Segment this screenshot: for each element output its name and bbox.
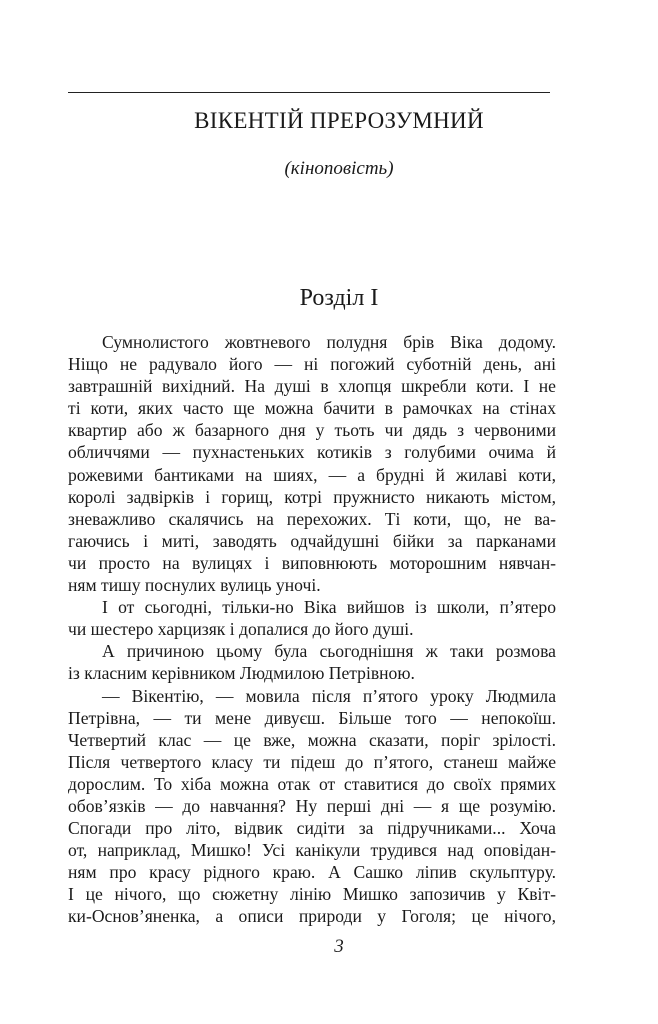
text-line: рожевими бантиками на шиях, — а брудні й жилаві коти, <box>68 464 556 485</box>
text-line: от, наприклад, Мишко! Усі канікули трудився над оповідан- <box>68 840 556 861</box>
text-line: дорослим. То хіба можна отак от ставитися до своїх прямих <box>68 773 556 794</box>
text-line: Ніщо не радувало його — ні погожий суботній день, ані <box>68 354 556 375</box>
text-line: Після четвертого класу ти підеш до п’ятого, станеш майже <box>68 751 556 772</box>
text-line: Четвертий клас — це вже, можна сказати, поріг зрілості. <box>68 729 556 750</box>
chapter-heading: Розділ I <box>299 285 379 311</box>
text-line: із класним керівником Людмилою Петрівною. <box>68 663 415 684</box>
text-line: ням тишу поснулих вулиць уночі. <box>68 575 321 596</box>
text-line: Петрівна, — ти мене дивуєш. Більше того — непокоїш. <box>68 707 556 728</box>
text-line: ням про красу рідного краю. А Сашко ліпив скульптуру. <box>68 862 556 883</box>
page-number: 3 <box>334 936 344 957</box>
page-subtitle: (кіноповість) <box>284 158 394 179</box>
page-title: ВІКЕНТІЙ ПРЕРОЗУМНИЙ <box>194 108 484 133</box>
text-line: чи просто на вулицях і виповнюють моторошним нявчан- <box>68 552 556 573</box>
text-line: квартир або ж базарного дня у тьоть чи дядь з червоними <box>68 420 556 441</box>
body-text <box>68 331 556 928</box>
text-line: зневажливо скалячись на перехожих. Ті коти, що, не ва- <box>68 508 556 529</box>
text-line: завтрашній вихідний. На душі в хлопця шкребли коти. І не <box>68 376 556 397</box>
text-line: Сумнолистого жовтневого полудня брів Віка додому. <box>102 332 556 352</box>
header-rule <box>68 92 550 93</box>
text-line: гаючись і миті, заводять одчайдушні бійки за парканами <box>68 530 556 551</box>
text-line: А причиною цьому була сьогоднішня ж таки розмова <box>102 641 556 662</box>
text-line: королі задвірків і горищ, котрі пружнисто никають містом, <box>68 486 556 507</box>
text-line: І от сьогодні, тільки-но Віка вийшов із школи, п’ятеро <box>102 597 556 618</box>
text-line: — Вікентію, — мовила після п’ятого уроку Людмила <box>102 685 556 706</box>
text-line: ті коти, яких часто ще можна бачити в рамочках на стінах <box>68 398 556 419</box>
text-line: чи шестеро харцизяк і допалися до його душі. <box>68 619 414 640</box>
text-line: ки-Основ’яненка, а описи природи у Гоголя; це нічого, <box>68 906 556 927</box>
text-line: І це нічого, що сюжетну лінію Мишко запозичив у Квіт- <box>68 884 556 905</box>
text-line: обличчями — пухнастеньких котиків з голубими очима й <box>68 442 556 463</box>
text-line: обов’язків — до навчання? Ну перші дні — я ще розумію. <box>68 795 556 816</box>
text-line: Спогади про літо, відвик сидіти за підручниками... Хоча <box>68 818 556 839</box>
